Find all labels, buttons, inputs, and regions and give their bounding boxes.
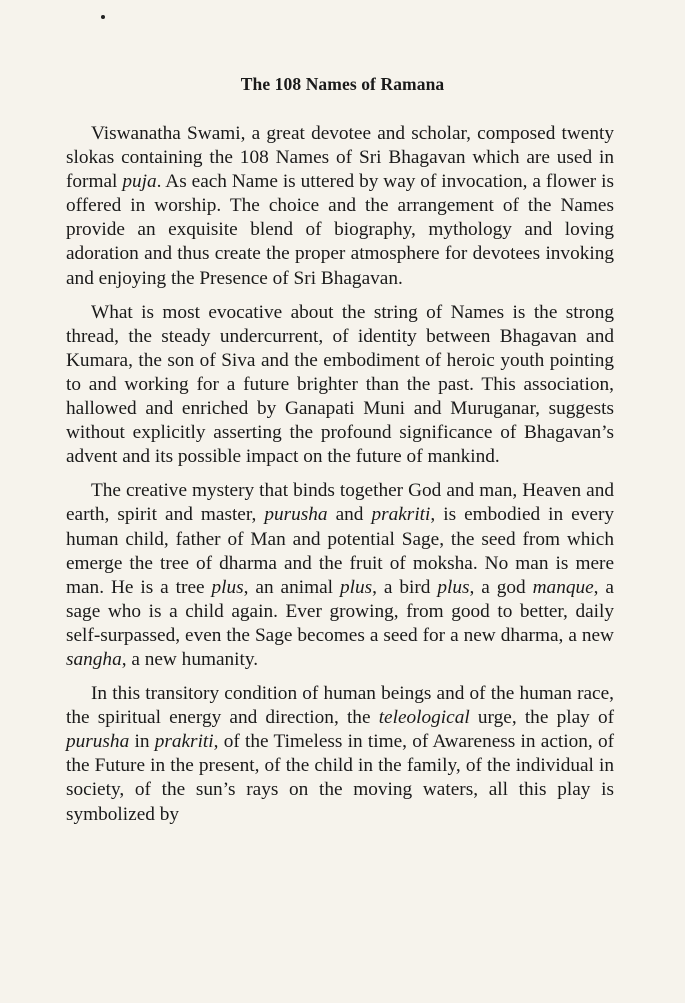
paragraph xyxy=(66,301,614,470)
text-run: , of the Timeless in time, of Awareness in action, of the Future in the present, of the child in the family, of the individual in society, of the sun’s rays on the moving waters, all this play is symbolized by xyxy=(66,731,615,825)
paragraph xyxy=(66,479,614,672)
italic-text: plus xyxy=(339,576,373,598)
text-run: in xyxy=(129,731,155,753)
chapter-title: The 108 Names of Ramana xyxy=(240,74,445,94)
text-run: , a bird xyxy=(372,576,438,598)
italic-text: prakriti xyxy=(371,504,431,526)
body-text xyxy=(66,122,614,827)
italic-text: sangha xyxy=(66,648,122,670)
paragraph xyxy=(66,682,614,827)
text-run: . As each Name is uttered by way of invocation, a flower is offered in worship. The choice and the arrangement of the Names provide an exquisite blend of biography, mythology and loving adoration and thus create the proper atmosphere for devotees invoking and enjoying the Presence of Sri Bhagavan. xyxy=(66,171,615,289)
italic-text: plus xyxy=(437,576,470,598)
print-speck xyxy=(101,15,105,19)
italic-text: puja xyxy=(122,171,157,193)
italic-text: manque xyxy=(532,576,594,598)
text-run: , a sage who is a child again. Ever growing, from good to better, daily self-surpassed, even the Sage becomes a seed for a new dharma, a new xyxy=(66,576,614,646)
italic-text: teleological xyxy=(378,707,470,729)
italic-text: plus xyxy=(211,576,244,598)
italic-text: purusha xyxy=(264,504,328,526)
text-run: , a new humanity. xyxy=(121,648,259,670)
text-run: What is most evocative about the string of Names is the strong thread, the steady undercurrent, of identity between Bhagavan and Kumara, the son of Siva and the embodiment of heroic youth pointing to and working for a future brighter than the past. This association, hallowed and enriched by Ganapati Muni and Muruganar, suggests without explicitly asserting the profound significance of Bhagavan’s advent and its possible impact on the future of mankind. xyxy=(66,301,614,468)
italic-text: purusha xyxy=(66,731,130,753)
text-run: , an animal xyxy=(243,576,340,598)
text-run: and xyxy=(327,504,372,526)
text-run: , is embodied in every human child, father of Man and potential Sage, the seed from which emerge the tree of dharma and the fruit of moksha. No man is mere man. He is a tree xyxy=(66,504,615,598)
italic-text: prakriti xyxy=(154,731,214,753)
text-run: , a god xyxy=(469,576,533,598)
text-run: Viswanatha Swami, a great devotee and scholar, composed twenty slokas containing the 108 Names of Sri Bhagavan which are used in formal xyxy=(66,123,614,193)
paragraph xyxy=(66,122,614,291)
text-run: In this transitory condition of human beings and of the human race, the spiritual energy and direction, the xyxy=(66,683,614,729)
text-run: The creative mystery that binds together God and man, Heaven and earth, spirit and master, xyxy=(66,480,614,526)
text-run: urge, the play of xyxy=(469,707,615,729)
